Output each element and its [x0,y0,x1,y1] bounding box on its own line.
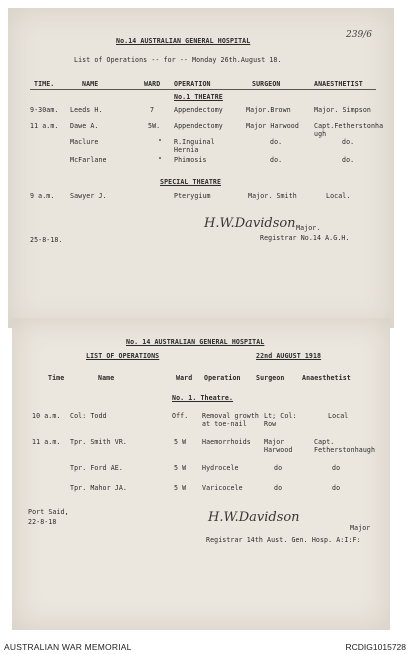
row-surgeon: Major. Smith [248,192,297,200]
header-time: Time [48,374,65,382]
row-operation: R.Inguinal Hernia [174,138,215,154]
row-anaesthetist: Local. [326,192,351,200]
row-surgeon: do [274,464,283,472]
row-time: 9-30am. [30,106,59,114]
row-name: Sawyer J. [70,192,107,200]
row-surgeon: do [274,484,283,492]
row-ward: 5 W [174,438,187,446]
signature-role: Registrar 14th Aust. Gen. Hosp. A:I:F: [206,536,361,544]
hospital-title: No. 14 AUSTRALIAN GENERAL HOSPITAL [126,338,265,346]
row-anaesthetist: Capt.Fetherstonha ugh [314,122,384,138]
header-operation: Operation [204,374,241,382]
row-anaesthetist: do. [342,156,355,164]
header-anaesthetist: ANAESTHETIST [314,80,363,88]
signature-rank: Major. [296,224,321,232]
row-ward: 5W. [148,122,161,130]
row-ward: Off. [172,412,189,420]
row-operation: Haemorrhoids [202,438,251,446]
archive-reference-note: 239/6 [346,30,372,40]
row-surgeon: Lt; Col: Row [264,412,297,428]
list-date: 22nd AUGUST 1918 [256,352,322,360]
header-operation: OPERATION [174,80,211,88]
row-name: Dawe A. [70,122,99,130]
header-surgeon: Surgeon [256,374,285,382]
row-operation: Hydrocele [202,464,239,472]
row-operation: Appendectomy [174,122,223,130]
row-anaesthetist: Major. Simpson [314,106,371,114]
header-name: NAME [82,80,99,88]
row-name: Tpr. Smith VR. [70,438,127,446]
row-anaesthetist: do [332,484,341,492]
row-surgeon: Major.Brown [246,106,291,114]
footer-reference-id: RCDIG1015728 [345,642,406,652]
header-ward: Ward [176,374,193,382]
row-name: Tpr. Mahor JA. [70,484,127,492]
row-anaesthetist: Local [328,412,349,420]
row-anaesthetist: Capt. Fetherstonhaugh [314,438,376,454]
row-name: Leeds H. [70,106,103,114]
row-operation: Varicocele [202,484,243,492]
row-time: 11 a.m. [32,438,61,446]
row-name: Maclure [70,138,99,146]
row-anaesthetist: do. [342,138,355,146]
header-anaesthetist: Anaesthetist [302,374,351,382]
row-operation: Phimosis [174,156,207,164]
header-time: TIME. [34,80,55,88]
hospital-title: No.14 AUSTRALIAN GENERAL HOSPITAL [116,37,251,45]
signature: H.W.Davidson [204,216,296,231]
signature-rank: Major [350,524,371,532]
header-name: Name [98,374,115,382]
row-ward: 5 W [174,464,187,472]
header-ward: WARD [144,80,161,88]
row-ward: 5 W [174,484,187,492]
place: Port Said, [28,508,69,516]
document-date: 25-8-18. [30,236,63,244]
list-subtitle: List of Operations -- for -- Monday 26th.August 18. [74,56,282,64]
row-name: Tpr. Ford AE. [70,464,123,472]
row-time: 11 a.m. [30,122,59,130]
row-name: McFarlane [70,156,107,164]
signature: H.W.Davidson [208,510,300,525]
header-rule [30,89,376,90]
special-theatre-heading: SPECIAL THEATRE [160,178,222,186]
header-surgeon: SURGEON [252,80,281,88]
footer-source: AUSTRALIAN WAR MEMORIAL [4,642,132,652]
row-name: Col: Todd [70,412,107,420]
operations-sheet-1 [8,8,394,328]
row-operation: Appendectomy [174,106,223,114]
row-ward: " [158,156,163,164]
row-operation: Pterygium [174,192,211,200]
operations-sheet-2 [12,318,390,630]
row-surgeon: do. [270,156,283,164]
row-surgeon: do. [270,138,283,146]
theatre-heading: No. 1. Theatre. [172,394,234,402]
row-time: 9 a.m. [30,192,55,200]
row-time: 10 a.m. [32,412,61,420]
row-surgeon: Major Harwood [264,438,293,454]
signature-role: Registrar No.14 A.G.H. [260,234,350,242]
row-ward: " [158,138,163,146]
row-surgeon: Major Harwood [246,122,299,130]
theatre-heading: No.1 THEATRE [174,93,223,101]
list-heading: LIST OF OPERATIONS [86,352,160,360]
row-anaesthetist: do [332,464,341,472]
row-ward: 7 [150,106,155,114]
place-date: 22-8-18 [28,518,57,526]
row-operation: Removal growth at toe-nail [202,412,259,428]
